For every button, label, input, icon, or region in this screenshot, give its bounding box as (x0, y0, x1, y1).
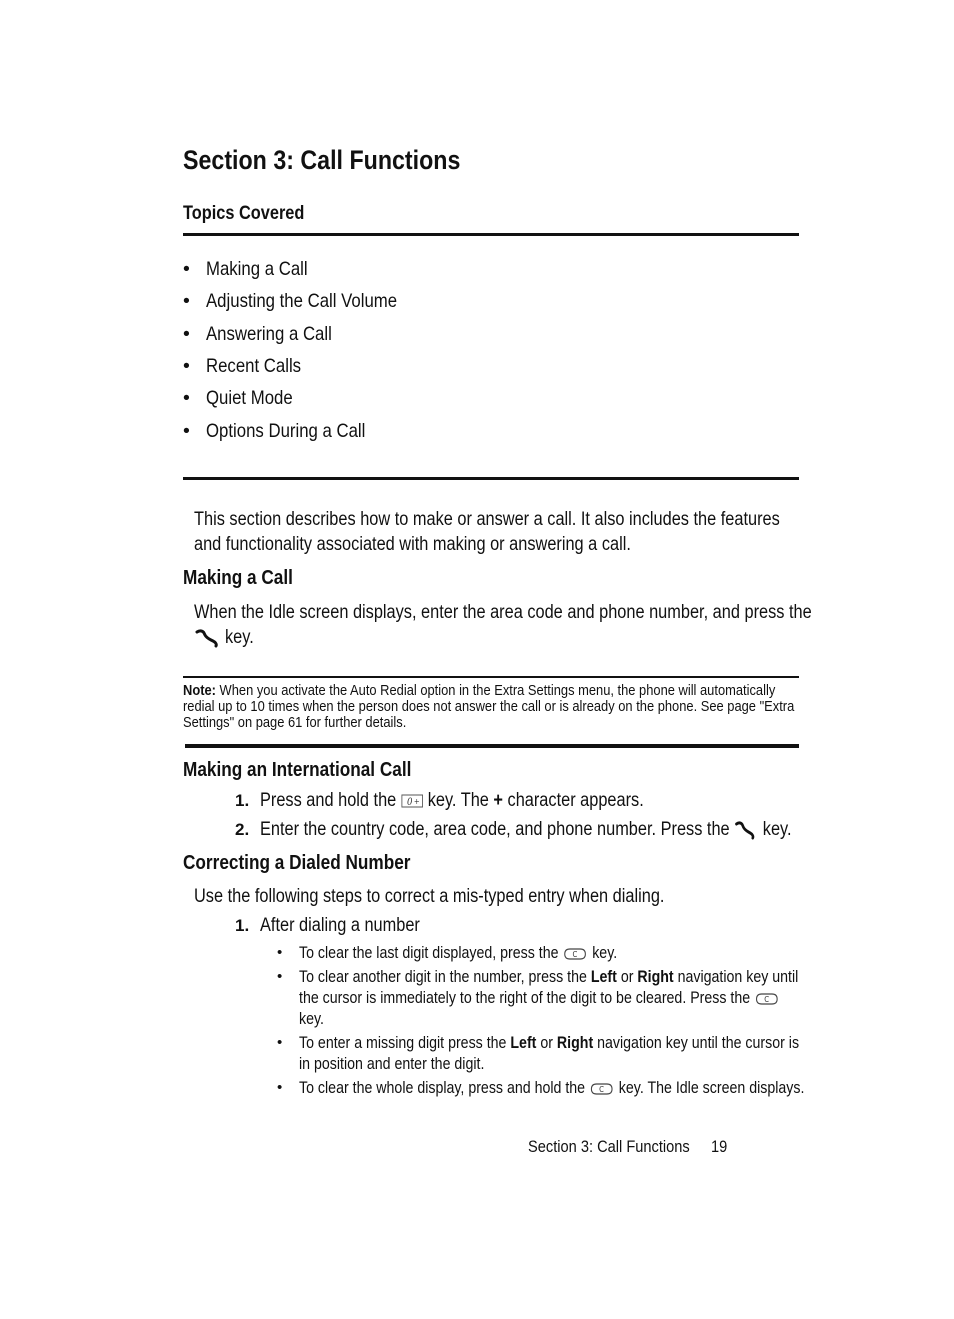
send-key-icon (194, 629, 220, 647)
page-title: Section 3: Call Functions (183, 145, 461, 175)
svg-text:C: C (572, 949, 578, 959)
send-key-icon (734, 821, 758, 839)
making-call-text-line2: key. (194, 625, 259, 650)
sub-bullet-dot: • (277, 968, 283, 985)
svg-text:C: C (599, 1084, 605, 1094)
svg-text:0: 0 (406, 796, 413, 809)
footer-section: Section 3: Call Functions (528, 1137, 690, 1156)
step-number: 1. (235, 916, 250, 935)
sub-bullet-1: To clear the last digit displayed, press the C key. (299, 944, 618, 962)
note-top-rule (183, 676, 799, 678)
note-line: When you activate the Auto Redial option in the Extra Settings menu, the phone will automatically (219, 682, 776, 699)
step-number: 2. (235, 820, 250, 839)
svg-text:+: + (413, 796, 420, 807)
international-heading: Making an International Call (183, 759, 412, 781)
correcting-intro: Use the following steps to correct a mis-typed entry when dialing. (194, 886, 665, 907)
sub-bullet-dot: • (277, 1079, 283, 1096)
topics-top-rule (183, 233, 799, 236)
clear-key-icon (589, 1082, 615, 1096)
note-bottom-rule (185, 744, 799, 748)
note-box (183, 683, 894, 731)
sub-bullet-4: To clear the whole display, press and hold the C key. The Idle screen displays. (299, 1079, 805, 1097)
topics-label: Topics Covered (183, 203, 305, 224)
sub-bullet-2: To clear another digit in the number, press the Left or Right navigation key until the cursor is immediately to the right of the digit to be cleared. Press the C key. (299, 968, 799, 1028)
sub-bullet-dot: • (277, 1034, 283, 1051)
international-step-2: Enter the country code, area code, and phone number. Press the key. (260, 819, 792, 840)
sub-bullet-3: To enter a missing digit press the Left or Right navigation key until the cursor is in position and enter the digit. (299, 1034, 800, 1073)
page-number: 19 (711, 1137, 728, 1156)
topics-bottom-rule (183, 477, 799, 480)
clear-key-icon (562, 947, 588, 961)
making-call-text: When the Idle screen displays, enter the area code and phone number, and press the (194, 602, 812, 623)
zero-plus-key-icon (401, 794, 423, 808)
correcting-step-1: After dialing a number (260, 915, 420, 936)
clear-key-icon (754, 992, 780, 1006)
note-label: Note: (183, 682, 216, 699)
correcting-heading: Correcting a Dialed Number (183, 852, 411, 874)
international-step-1: Press and hold the 0 + key. The + character appears. (260, 790, 644, 811)
making-call-heading: Making a Call (183, 567, 293, 589)
svg-text:C: C (764, 994, 770, 1004)
intro-paragraph: This section describes how to make or answer a call. It also includes the features and functionality associated with making or answering a call. (194, 509, 780, 555)
step-number: 1. (235, 791, 250, 810)
note-line: redial up to 10 times when the person does not answer the call or is already on the phone. See page "Extra (183, 698, 795, 715)
sub-bullet-dot: • (277, 944, 283, 961)
note-line: Settings" on page 61 for further details. (183, 714, 407, 731)
